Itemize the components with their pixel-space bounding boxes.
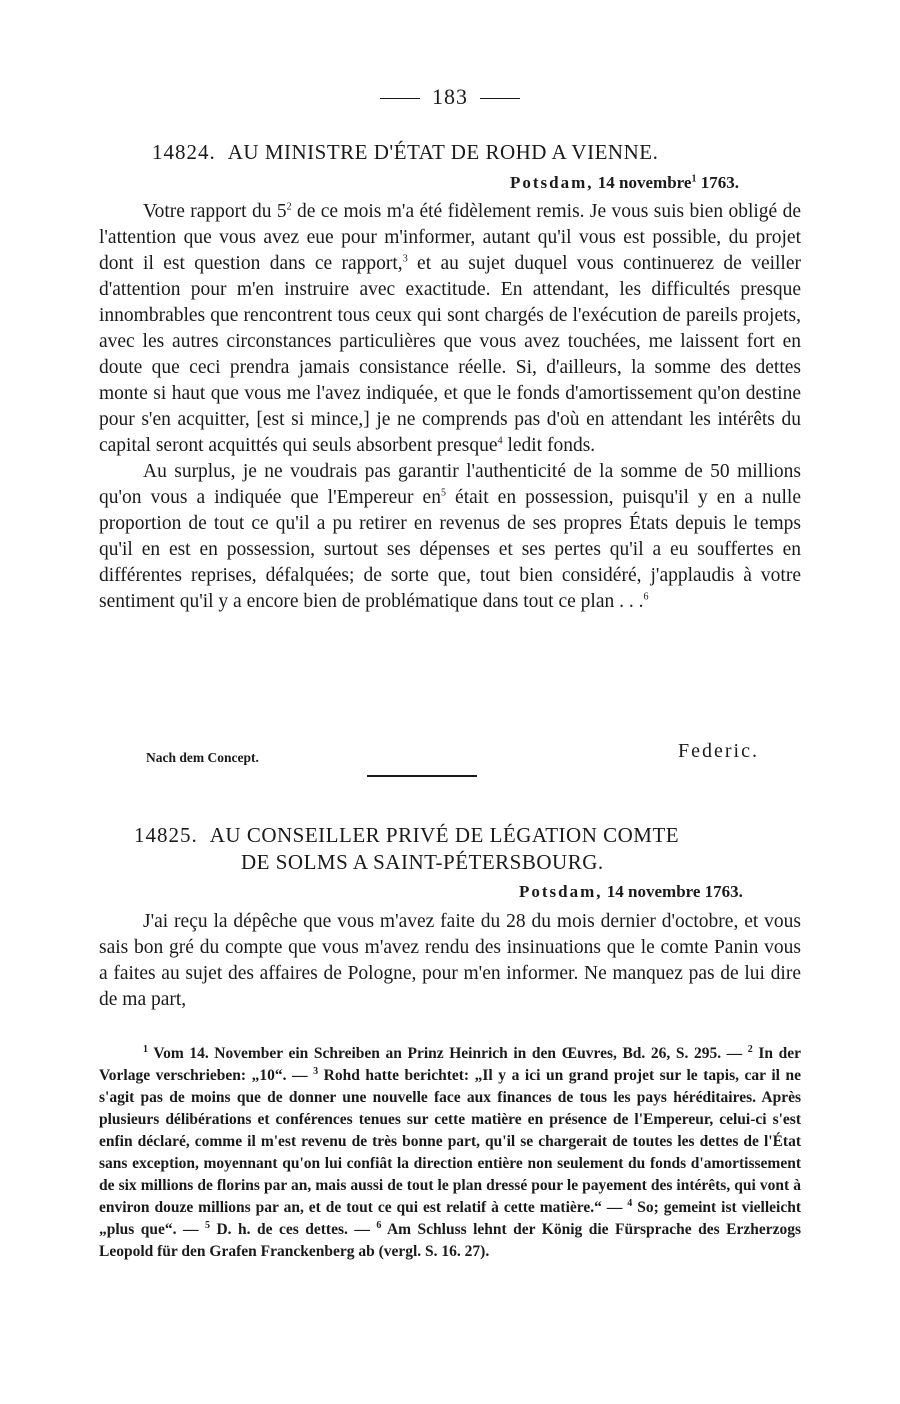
footnote-text: So; gemeint ist vielleicht „plus que“. — xyxy=(99,1199,801,1238)
section-separator xyxy=(367,775,477,777)
letter-2-heading-line-2 xyxy=(241,850,604,875)
footnote-marker: 4 xyxy=(627,1197,633,1209)
footnote-ref: 2 xyxy=(286,201,292,213)
footnote-marker: 5 xyxy=(205,1219,211,1231)
text-run: Au surplus, je ne voudrais pas garantir l'authenticité de la somme de 50 millions qu'on vous a indiquée que l'Empereur en xyxy=(99,461,801,508)
footnote-text: In der Vorlage verschrieben: „10“. — xyxy=(99,1045,801,1084)
footnote-text: D. h. de ces dettes. — xyxy=(210,1221,377,1238)
page-number-text: 183 xyxy=(432,84,468,109)
footnote-text: Am Schluss lehnt der König die Fürsprache des Erzherzogs Leopold für den Grafen Franckenberg ab (vergl. S. 16. 27). xyxy=(99,1221,802,1260)
letter-2-number: 14825. xyxy=(134,823,198,847)
letter-1-heading xyxy=(152,140,658,165)
footnote-ref: 4 xyxy=(497,435,503,447)
footnote-ref: 6 xyxy=(643,591,649,603)
text-run: Votre rapport du 5 xyxy=(143,201,287,222)
footnote-marker: 2 xyxy=(747,1043,753,1055)
letter-1-dateline xyxy=(510,173,739,193)
footnote-text: Vom 14. November ein Schreiben an Prinz Heinrich in den Œuvres, Bd. 26, S. 295. — xyxy=(148,1045,748,1062)
footnote-text: Rohd hatte berichtet: „Il y a ici un grand projet sur le tapis, car il ne s'agit pas de moins que de donner une nouvelle face aux finances de tous les pays héréditaires. Après plusieurs délibérations et conférences tenues sur cette matière en présence de l'Empereur, celui-ci s'est enfin déclaré, comme il m'est revenu de très bonne part, qu'il se chargerait de toutes les dettes de l'État sans exception, moyennant qu'on lui confiât la direction entière non seulement du fonds d'amortissement de six millions de florins par an, mais aussi de tout le plan dressé pour le payement des intérêts, qui vont à environ douze millions par an, et de tout ce qui est relatif à cette matière.“ — xyxy=(99,1067,801,1216)
letter-1-paragraph-1 xyxy=(99,199,801,459)
text-run: ledit fonds. xyxy=(502,435,596,456)
letter-1-number: 14824. xyxy=(152,140,216,164)
letter-1-signature: Federic. xyxy=(678,740,759,762)
page-number xyxy=(0,84,900,110)
letter-1-date: 14 novembre xyxy=(597,173,692,192)
letter-2-dateline xyxy=(519,882,743,902)
letter-1-place: Potsdam, xyxy=(510,173,594,192)
page-number-dash-right xyxy=(480,98,520,99)
letter-2-heading xyxy=(134,823,679,848)
text-run: était en possession, puisqu'il y en a nulle proportion de tout ce qu'il a pu retirer en revenus de ses propres États depuis le temps qu'il en est en possession, surtout ses dépenses et ses pertes qu'il a eu souffertes en différentes reprises, défalquées; de sorte que, tout bien considéré, j'applaudis à votre sentiment qu'il y a encore bien de problématique dans tout ce plan . . . xyxy=(99,487,801,612)
letter-1-source: Nach dem Concept. xyxy=(146,750,259,765)
text-run: de ce mois m'a été fidèlement remis. Je vous suis bien obligé de l'attention que vous avez eue pour m'informer, autant qu'il vous est possible, du projet dont il est question dans ce rapport, xyxy=(99,201,801,274)
letter-2-paragraph-1: J'ai reçu la dépêche que vous m'avez faite du 28 du mois dernier d'octobre, et vous sais bon gré du compte que vous m'avez rendu des insinuations que le comte Panin vous a faites au sujet des affaires de Pologne, pour m'en informer. Ne manquez pas de lui dire de ma part, xyxy=(99,911,801,1010)
footnote-ref: 5 xyxy=(440,487,446,499)
footnote-block xyxy=(99,1043,801,1263)
footnotes xyxy=(99,1043,801,1263)
letter-1-paragraph-2 xyxy=(99,459,801,615)
footnote-marker: 6 xyxy=(376,1219,382,1231)
letter-2-date: 14 novembre 1763. xyxy=(606,882,743,901)
letter-1-year: 1763. xyxy=(700,173,739,192)
letter-1-body xyxy=(99,199,801,615)
letter-1-title: AU MINISTRE D'ÉTAT DE ROHD A VIENNE. xyxy=(227,140,659,164)
text-run: et au sujet duquel vous continuerez de veiller d'attention pour m'en instruire avec exactitude. En attendant, les difficultés presque innombrables que rencontrent tous ceux qui sont chargés de l'exécution de pareils projets, avec les autres circonstances particulières que vous avez touchées, me laissent fort en doute que ceci prendra jamais consistance réelle. Si, d'ailleurs, la somme des dettes monte si haut que vous me l'avez indiquée, et que le fonds d'amortissement qu'on destine pour s'en acquitter, [est si mince,] je ne comprends pas d'où en attendant les intérêts du capital seront acquittés qui seuls absorbent presque xyxy=(99,253,801,456)
letter-2-place: Potsdam, xyxy=(519,882,603,901)
footnote-marker: 3 xyxy=(313,1065,319,1077)
footnote-marker: 1 xyxy=(143,1043,148,1055)
letter-2-title-line-2: DE SOLMS A SAINT-PÉTERSBOURG. xyxy=(241,850,604,874)
page-number-dash-left xyxy=(380,98,420,99)
letter-2-title-line-1: AU CONSEILLER PRIVÉ DE LÉGATION COMTE xyxy=(209,823,680,847)
footnote-ref: 3 xyxy=(402,253,408,265)
letter-2-body xyxy=(99,909,801,1013)
letter-1-date-note: 1 xyxy=(691,173,697,185)
